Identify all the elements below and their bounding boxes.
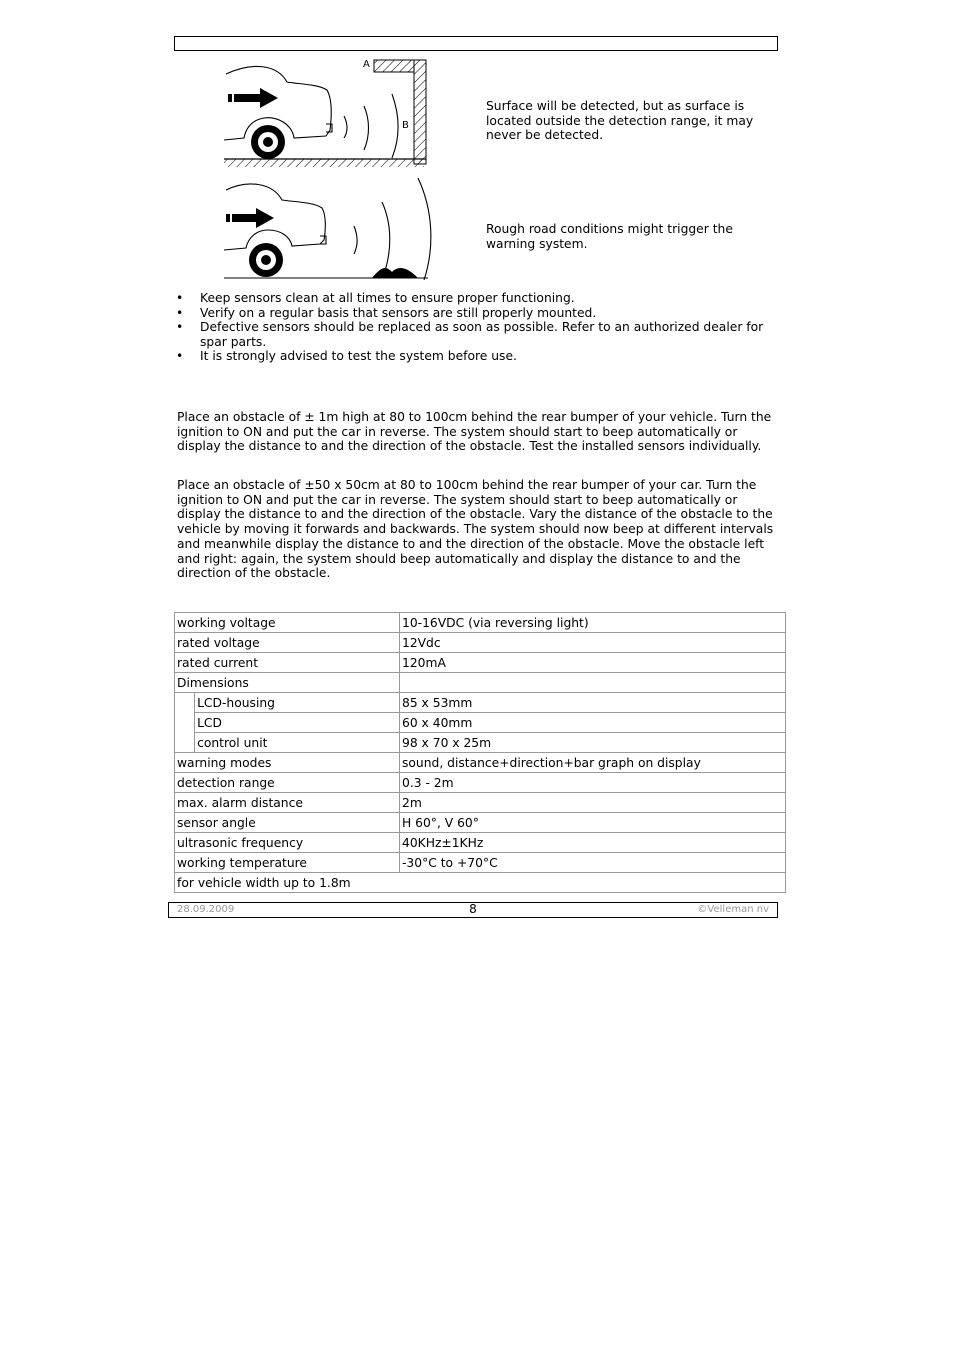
table-row <box>175 793 786 813</box>
spec-value: 60 x 40mm <box>400 713 786 733</box>
list-item: • Defective sensors should be replaced as soon as possible. Refer to an authorized dealer for spar parts. <box>176 320 764 349</box>
arrow-bottom <box>226 208 274 228</box>
spec-label: rated current <box>175 653 400 673</box>
ground-top <box>224 159 426 167</box>
list-item: • Verify on a regular basis that sensors are still properly mounted. <box>176 305 597 320</box>
list-item: • It is strongly advised to test the system before use. <box>176 349 517 364</box>
spec-label: warning modes <box>175 753 400 773</box>
bullet-icon: • <box>176 349 184 364</box>
wheel-bottom <box>249 243 283 277</box>
sound-waves-top <box>344 94 398 158</box>
wheel-top <box>251 125 285 159</box>
spec-value: -30°C to +70°C <box>400 853 786 873</box>
table-row <box>175 713 786 733</box>
spec-value: 120mA <box>400 653 786 673</box>
spec-value: 0.3 - 2m <box>400 773 786 793</box>
footer-copyright: ©Velleman nv <box>697 904 769 915</box>
label-b: B <box>402 120 409 131</box>
road-bump <box>372 268 418 278</box>
test-paragraph-1: Place an obstacle of ± 1m high at 80 to 100cm behind the rear bumper of your vehicle. Turn the ignition to ON and put the car in reverse. The system should start to beep automatically or display the distance to and the direction of the obstacle. Test the installed sensors individually. <box>177 410 772 454</box>
table-row <box>175 693 786 713</box>
test-paragraph-2: Place an obstacle of ±50 x 50cm at 80 to 100cm behind the rear bumper of your car. Turn the ignition to ON and put the car in reverse. The system should start to beep automatically or display the distance to and the direction of the obstacle. Vary the distance of the obstacle to the vehicle by moving it forwards and backwards. The system should now beep at different intervals and meanwhile display the distance to and the direction of the obstacle. Move the obstacle left and right: again, the system should beep automatically and display the distance to and the direction of the obstacle. <box>177 478 774 581</box>
spec-label: LCD-housing <box>195 693 400 713</box>
table-row <box>175 653 786 673</box>
spec-label: sensor angle <box>175 813 400 833</box>
table-row <box>175 733 786 753</box>
maintenance-list <box>176 291 776 364</box>
spec-value: sound, distance+direction+bar graph on display <box>400 753 786 773</box>
spec-label: Dimensions <box>175 673 400 693</box>
spec-label: working temperature <box>175 853 400 873</box>
spec-label: LCD <box>195 713 400 733</box>
list-item: • Keep sensors clean at all times to ensure proper functioning. <box>176 291 575 305</box>
table-row <box>175 833 786 853</box>
sound-waves-bottom <box>354 178 431 280</box>
spec-value: 85 x 53mm <box>400 693 786 713</box>
spec-label: max. alarm distance <box>175 793 400 813</box>
spec-value: 40KHz±1KHz <box>400 833 786 853</box>
caption-surface-detection: Surface will be detected, but as surface is located outside the detection range, it may never be detected. <box>486 99 754 143</box>
table-row <box>175 773 786 793</box>
spec-label: working voltage <box>175 613 400 633</box>
page-number: 8 <box>469 902 477 916</box>
table-row <box>175 873 786 893</box>
bullet-icon: • <box>176 291 184 305</box>
table-row <box>175 753 786 773</box>
bullet-icon: • <box>176 320 184 335</box>
caption-rough-road: Rough road conditions might trigger the warning system. <box>486 222 733 251</box>
arrow-top <box>228 88 278 108</box>
spec-value: H 60°, V 60° <box>400 813 786 833</box>
page-footer <box>168 902 778 918</box>
table-row <box>175 853 786 873</box>
spec-value: 98 x 70 x 25m <box>400 733 786 753</box>
indent-cell <box>175 693 195 753</box>
parking-sensor-illustration <box>222 54 442 282</box>
table-row <box>175 813 786 833</box>
table-row <box>175 613 786 633</box>
bullet-icon: • <box>176 305 184 320</box>
wall-obstacle <box>374 60 426 164</box>
spec-value: 10-16VDC (via reversing light) <box>400 613 786 633</box>
header-box <box>174 36 778 51</box>
table-row <box>175 633 786 653</box>
spec-label: for vehicle width up to 1.8m <box>175 873 786 893</box>
spec-value: 12Vdc <box>400 633 786 653</box>
spec-value <box>400 673 786 693</box>
spec-value: 2m <box>400 793 786 813</box>
spec-label: control unit <box>195 733 400 753</box>
spec-label: ultrasonic frequency <box>175 833 400 853</box>
specifications-table <box>174 612 786 893</box>
table-row <box>175 673 786 693</box>
footer-date: 28.09.2009 <box>177 904 235 915</box>
spec-label: detection range <box>175 773 400 793</box>
spec-label: rated voltage <box>175 633 400 653</box>
label-a: A <box>363 59 370 70</box>
